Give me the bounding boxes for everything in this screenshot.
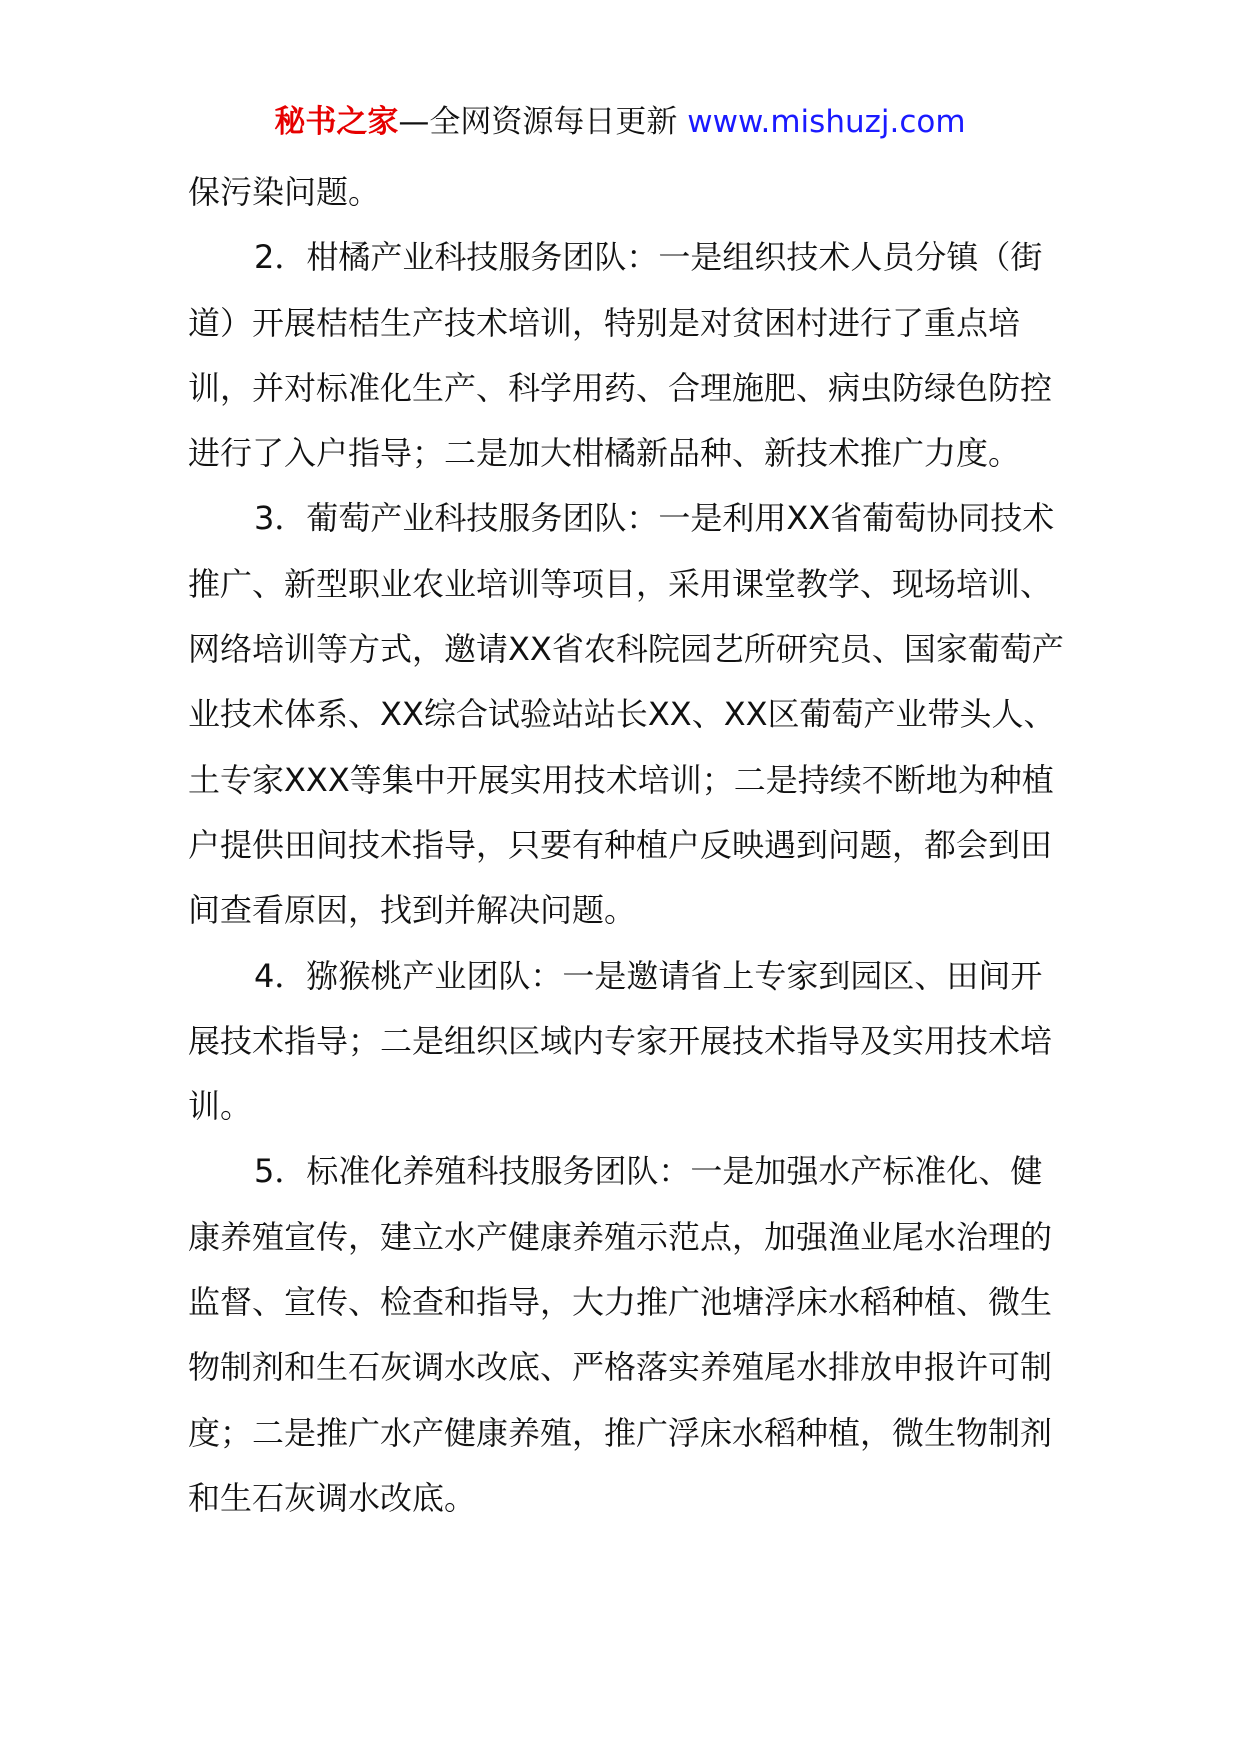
- header-slogan: —全网资源每日更新: [398, 104, 678, 140]
- paragraph-citrus-team: 2．柑橘产业科技服务团队：一是组织技术人员分镇（街道）开展桔桔生产技术培训，特别是对贫困村进行了重点培训，并对标准化生产、科学用药、合理施肥、病虫防绿色防控进行了入户指导；二是加大柑橘新品种、新技术推广力度。: [188, 238, 1053, 473]
- document-body: [188, 160, 1068, 1531]
- paragraph-aquaculture-team: 5．标准化养殖科技服务团队：一是加强水产标准化、健康养殖宣传，建立水产健康养殖示范点，加强渔业尾水治理的监督、宣传、检查和指导，大力推广池塘浮床水稻种植、微生物制剂和生石灰调水改底、严格落实养殖尾水排放申报许可制度；二是推广水产健康养殖，推广浮床水稻种植，微生物制剂和生石灰调水改底。: [188, 1152, 1053, 1517]
- header-url-link[interactable]: www.mishuzj.com: [687, 104, 966, 140]
- site-header: [0, 100, 1240, 144]
- paragraph-kiwi-team: 4．猕猴桃产业团队：一是邀请省上专家到园区、田间开展技术指导；二是组织区域内专家开展技术指导及实用技术培训。: [188, 956, 1053, 1126]
- paragraph-continuation: 保污染问题。: [188, 173, 381, 211]
- paragraph-grape-team: 3．葡萄产业科技服务团队：一是利用XX省葡萄协同技术推广、新型职业农业培训等项目，采用课堂教学、现场培训、网络培训等方式，邀请XX省农科院园艺所研究员、国家葡萄产业技术体系、XX综合试验站站长XX、XX区葡萄产业带头人、土专家XXX等集中开展实用技术培训；二是持续不断地为种植户提供田间技术指导，只要有种植户反映遇到问题，都会到田间查看原因，找到并解决问题。: [188, 499, 1064, 930]
- header-brand: 秘书之家: [274, 104, 399, 140]
